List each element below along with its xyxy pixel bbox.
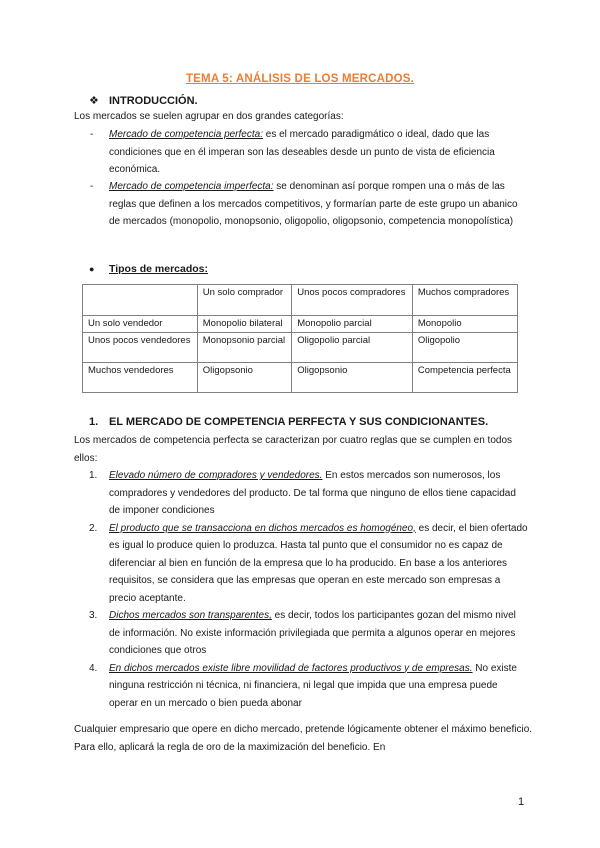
diamond-bullet-icon: ❖	[89, 95, 99, 107]
table-row	[83, 316, 518, 333]
circle-bullet-icon: ●	[89, 264, 95, 274]
list-item	[89, 607, 529, 660]
section-1-heading-text: EL MERCADO DE COMPETENCIA PERFECTA Y SUS CONDICIONANTES.	[109, 416, 489, 428]
table-cell: Un solo vendedor	[83, 316, 198, 333]
intro-heading-text: INTRODUCCIÓN.	[109, 95, 198, 107]
table-cell: Oligopolio	[412, 333, 517, 363]
term-competencia-imperfecta: Mercado de competencia imperfecta:	[109, 181, 274, 192]
term-competencia-perfecta: Mercado de competencia perfecta:	[109, 129, 263, 140]
table-cell: Oligopolio parcial	[292, 333, 413, 363]
table-cell: Muchos compradores	[412, 285, 517, 316]
page-number: 1	[518, 796, 525, 808]
market-types-table	[82, 284, 518, 393]
table-header-row	[83, 285, 518, 316]
item-text: es el mercado paradigmático o ideal, dado que las condiciones que en él imperan son las deseables desde un punto de vista de eficiencia económica.	[109, 129, 495, 175]
table-row	[83, 333, 518, 363]
document-title: TEMA 5: ANÁLISIS DE LOS MERCADOS.	[185, 73, 415, 85]
section-number: 1.	[89, 416, 99, 428]
table-cell: Monopolio parcial	[292, 316, 413, 333]
rule-text: es decir, el bien ofertado es igual lo produce quien lo produzca. Hasta tal punto que el consumidor no es capaz de diferenciar al bien en función de la empresa que lo ha producido. En base a los anteriores requisitos, se considera que las empresas que operan en este mercado son empresas a precio aceptante.	[109, 522, 528, 604]
table-cell	[83, 285, 198, 316]
table-cell: Muchos vendedores	[83, 363, 198, 393]
list-item	[89, 520, 529, 608]
table-cell: Unos pocos vendedores	[83, 333, 198, 363]
list-number: 1.	[89, 470, 98, 481]
section-1-paragraph: Los mercados de competencia perfecta se caracterizan por cuatro reglas que se cumplen en todos ellos:	[74, 435, 513, 464]
table-row	[83, 363, 518, 393]
rule-term: En dichos mercados existe libre movilidad de factores productivos y de empresas.	[109, 662, 473, 674]
list-number: 3.	[89, 610, 98, 621]
closing-paragraph: Cualquier empresario que opere en dicho mercado, pretende lógicamente obtener el máximo beneficio. Para ello, aplicará la regla de oro de la maximización del beneficio. En	[74, 724, 533, 753]
rule-text: En estos mercados son numerosos, los compradores y vendedores del producto. De tal forma que ninguno de ellos tiene capacidad de imponer condiciones	[109, 470, 516, 516]
rule-term: El producto que se transacciona en dichos mercados es homogéneo,	[109, 522, 416, 534]
section-1-heading	[89, 416, 488, 428]
table-cell: Monopolio	[412, 316, 517, 333]
table-cell: Competencia perfecta	[412, 363, 517, 393]
table-cell: Unos pocos compradores	[292, 285, 413, 316]
rules-list	[89, 467, 529, 712]
table-cell: Monopolio bilateral	[197, 316, 291, 333]
list-item	[89, 660, 529, 713]
intro-list-item	[90, 126, 530, 179]
intro-list-item	[90, 178, 530, 231]
intro-heading	[89, 94, 198, 107]
table-cell: Un solo comprador	[197, 285, 291, 316]
tipos-heading	[89, 263, 208, 275]
dash-marker: -	[90, 129, 94, 140]
table-cell: Oligopsonio	[292, 363, 413, 393]
tipos-heading-text: Tipos de mercados:	[109, 263, 209, 275]
rule-text: No existe ninguna restricción ni técnica, ni financiera, ni legal que impida que una empresa puede operar en un mercado o bien pueda abonar	[109, 662, 517, 709]
rule-term: Dichos mercados son transparentes,	[109, 610, 272, 621]
list-number: 2.	[89, 522, 98, 534]
rule-text: es decir, todos los participantes gozan del mismo nivel de información. No existe información privilegiada que permita a algunos operar en mejores condiciones que otros	[109, 610, 516, 656]
rule-term: Elevado número de compradores y vendedores.	[109, 470, 323, 481]
table-cell: Oligopsonio	[197, 363, 291, 393]
list-item	[89, 467, 529, 520]
list-number: 4.	[89, 662, 98, 674]
item-text: se denominan así porque rompen una o más de las reglas que definen a los mercados competitivos, y formarían parte de este grupo un abanico de mercados (monopolio, monopsonio, oligopolio, oligopsonio, competencia monopolística)	[109, 181, 518, 227]
intro-paragraph: Los mercados se suelen agrupar en dos grandes categorías:	[74, 111, 344, 122]
dash-marker: -	[90, 181, 94, 192]
table-cell: Monopsonio parcial	[197, 333, 291, 363]
